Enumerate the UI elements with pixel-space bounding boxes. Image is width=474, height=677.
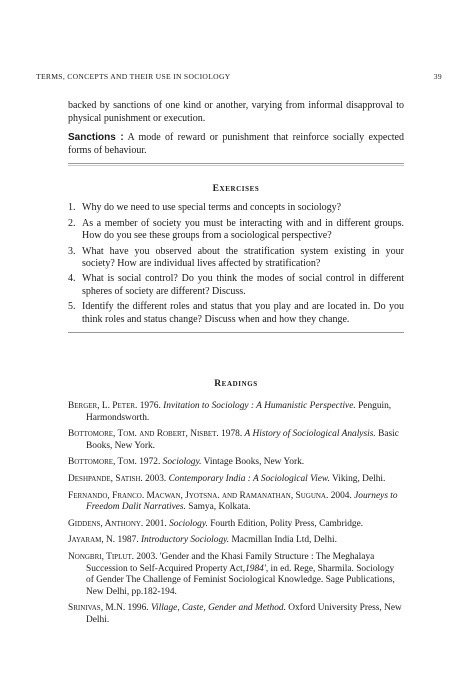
readings-heading: Readings: [214, 379, 258, 390]
reference-entry: Nongbri, Tiplut. 2003. 'Gender and the Khasi Family Structure : The Meghalaya Succession to Self-Acquired Property Act,1984', in ed. Rege, Sharmila. Sociology of Gender The Challenge of Feminist Sociological Knowledge. Sage Publications, New Delhi, pp.182-194.: [68, 551, 395, 597]
reference-entry: Bottomore, Tom. 1972. Sociology. Vintage Books, New York.: [68, 457, 305, 468]
reference-entry: Jayaram, N. 1987. Introductory Sociology. Macmillan India Ltd, Delhi.: [68, 535, 337, 546]
page-content: [68, 100, 404, 632]
sanctions-text: A mode of reward or punishment that reinforce socially expected forms of behaviour.: [68, 132, 404, 156]
exercise-item: 4. What is social control? Do you think the modes of social control in different spheres of society are different? Discuss.: [68, 273, 404, 297]
exercise-item: 3. What have you observed about the stratification system existing in your society? How are individual lives affected by stratification?: [68, 245, 404, 269]
reference-entry: Berger, L. Peter. 1976. Invitation to Sociology : A Humanistic Perspective. Penguin, Harmondsworth.: [68, 401, 392, 423]
page-number: 39: [433, 72, 442, 81]
exercise-item: 5. Identify the different roles and status that you play and are located in. Do you think roles and status change? Discuss when and how they change.: [68, 301, 404, 325]
sanctions-definition: [68, 132, 404, 157]
exercises-divider: [68, 332, 404, 333]
exercise-list: [68, 202, 404, 326]
reference-entry: Giddens, Anthony. 2001. Sociology. Fourth Edition, Polity Press, Cambridge.: [68, 518, 364, 529]
reference-entry: Fernando, Franco. Macwan, Jyotsna. and Ramanathan, Suguna. 2004. Journeys to Freedom Dalit Narratives. Samya, Kolkata.: [68, 490, 398, 513]
reading-list: [68, 401, 404, 627]
reference-entry: Deshpande, Satish. 2003. Contemporary India : A Sociological View. Viking, Delhi.: [68, 474, 386, 484]
exercise-item: 1. Why do we need to use special terms and concepts in sociology?: [68, 202, 342, 214]
running-title: TERMS, CONCEPTS AND THEIR USE IN SOCIOLOGY: [36, 72, 231, 81]
exercises-heading: Exercises: [212, 184, 260, 195]
running-header: [36, 72, 442, 81]
reference-entry: Srinivas, M.N. 1996. Village, Caste, Gender and Method. Oxford University Press, New Delhi.: [68, 603, 402, 625]
exercise-item: 2. As a member of society you must be interacting with and in different groups. How do you see these groups from a sociological perspective?: [68, 217, 404, 242]
continuation-paragraph: backed by sanctions of one kind or another, varying from informal disapproval to physical punishment or execution.: [68, 100, 404, 124]
sanctions-term: Sanctions :: [68, 132, 124, 144]
section-divider: [68, 163, 404, 166]
reference-entry: Bottomore, Tom. and Robert, Nisbet. 1978. A History of Sociological Analysis. Basic Books, New York.: [68, 429, 399, 451]
